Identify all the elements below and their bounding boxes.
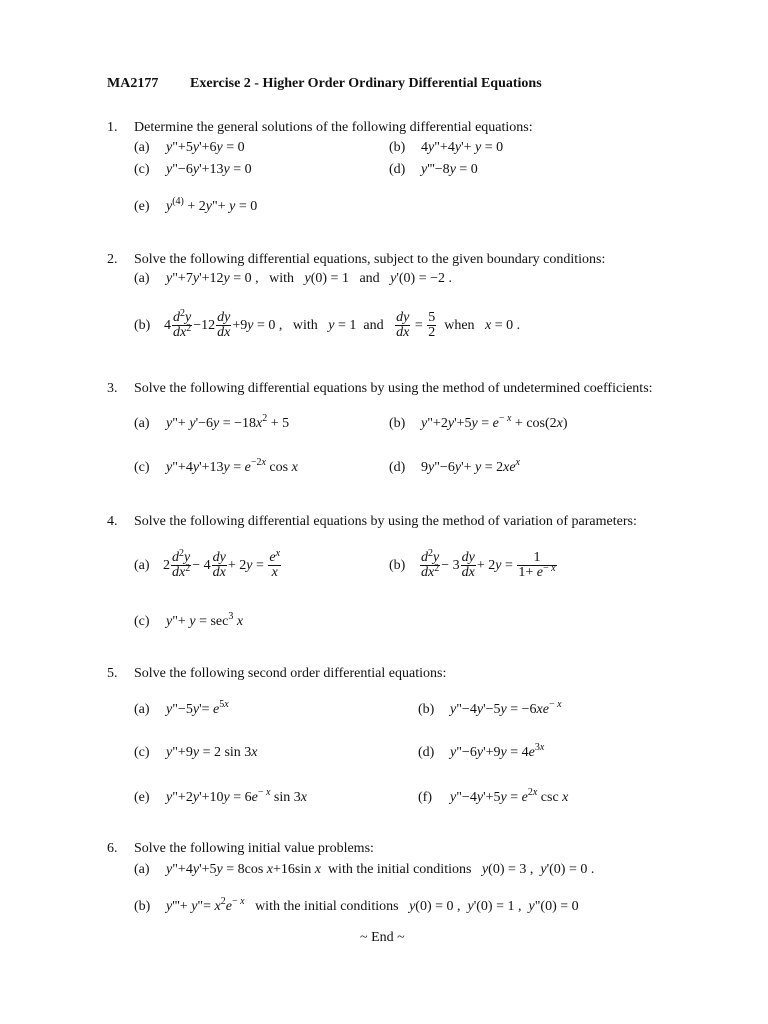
q5-part-b-equation: y"−4y'−5y = $-6xe^{- x}$ [450,699,562,717]
q3-part-b-label: (b) [389,416,406,431]
q3-part-c-equation: y"+4y'+13y = $e^{-2x}$ cos x [166,457,298,475]
q5-part-f-equation: y"−4y'+5y = $e^{2x}$ csc x [450,787,569,805]
q6-part-a-label: (a) [134,862,150,877]
q4-part-a-equation: 2 $\frac{d^2y}{dx^2}$ − 4 $\frac{dy}{dx}$ + 2y = $\frac{e^x}{x}$ [163,548,281,581]
q5-part-f-label: (f) [418,790,432,805]
q1-part-d-equation: y'''−8y = 0 [421,162,478,177]
q5-part-e-equation: y"+2y'+10y = $6e^{- x}$ sin 3x [166,787,307,805]
q5-part-d-label: (d) [418,745,435,760]
q2-part-a-label: (a) [134,271,150,286]
question-4-number: 4. [107,514,118,529]
question-3-prompt: Solve the following differential equations by using the method of undetermined coefficients: [134,381,653,396]
q1-part-c-label: (c) [134,162,150,177]
q6-part-b-equation: y'''+ y"= $x^2e^{- x}$ with the initial conditions y(0) = 0 , y'(0) = 1 , y"(0) = 0 [166,896,579,914]
question-4-prompt: Solve the following differential equations by using the method of variation of parameters: [134,514,637,529]
q5-part-c-equation: y"+9y = 2 sin 3x [166,745,258,760]
question-6-prompt: Solve the following initial value problems: [134,841,374,856]
question-2-prompt: Solve the following differential equations, subject to the given boundary conditions: [134,252,606,267]
q1-part-c-equation: y"−6y'+13y = 0 [166,162,252,177]
q5-part-d-equation: y"−6y'+9y = $4e^{3x}$ [450,742,545,760]
end-marker: ~ End ~ [360,930,405,945]
q6-part-b-label: (b) [134,899,151,914]
question-1-number: 1. [107,120,118,135]
q3-part-b-equation: y"+2y'+5y = $e^{- x} + \cos(2x)$ [421,413,568,431]
q3-part-a-equation: y"+ $y'-6y = -18x^2 + 5$ [166,413,290,431]
question-3-number: 3. [107,381,118,396]
q1-part-e-label: (e) [134,199,150,214]
q3-part-a-label: (a) [134,416,150,431]
q2-part-a-equation: y"+7y'+12y = 0 , with y(0) = 1 and y'(0) = −2 . [166,271,453,286]
q5-part-e-label: (e) [134,790,150,805]
q4-part-b-label: (b) [389,558,406,573]
question-5-number: 5. [107,666,118,681]
course-code: MA2177 [107,76,159,91]
question-5-prompt: Solve the following second order differential equations: [134,666,447,681]
q3-part-c-label: (c) [134,460,150,475]
q6-part-a-equation: y"+4y'+5y = 8cos x+16sin x with the initial conditions y(0) = 3 , y'(0) = 0 . [166,862,595,877]
q5-part-a-equation: y"−5y'= $e^{5x}$ [166,699,229,717]
q1-part-b-equation: 4y"+4y'+ y = 0 [421,140,504,155]
q1-part-a-label: (a) [134,140,150,155]
q4-part-c-label: (c) [134,614,150,629]
q5-part-c-label: (c) [134,745,150,760]
q1-part-d-label: (d) [389,162,406,177]
q4-part-a-label: (a) [134,558,150,573]
q3-part-d-equation: 9y"−6y'+ $y = 2xe^x$ [421,457,520,475]
q5-part-a-label: (a) [134,702,150,717]
q1-part-a-equation: y"+5y'+6y = 0 [166,140,245,155]
q1-part-e-equation: $y^{(4)}$ + 2y"+ y = 0 [166,196,258,214]
q5-part-b-label: (b) [418,702,435,717]
q2-part-b-label: (b) [134,318,151,333]
q2-part-b-equation: 4 $\frac{d^2y}{dx^2}$ −12 $\frac{dy}{dx}$ +9y = 0 , with y = 1 and $\frac{dy}{dx}$ = $\frac{5}{2}$ when x = 0 . [164,308,521,341]
q3-part-d-label: (d) [389,460,406,475]
q1-part-b-label: (b) [389,140,406,155]
question-6-number: 6. [107,841,118,856]
page-title: Exercise 2 - Higher Order Ordinary Differential Equations [190,76,542,91]
question-2-number: 2. [107,252,118,267]
q4-part-b-equation: $\frac{d^2y}{dx^2}$ − 3 $\frac{dy}{dx}$ + 2y = $\frac{1}{1+ e^{- x}}$ [421,548,556,581]
q4-part-c-equation: y"+ $y = \sec^3 x$ [166,611,244,629]
question-1-prompt: Determine the general solutions of the following differential equations: [134,120,533,135]
